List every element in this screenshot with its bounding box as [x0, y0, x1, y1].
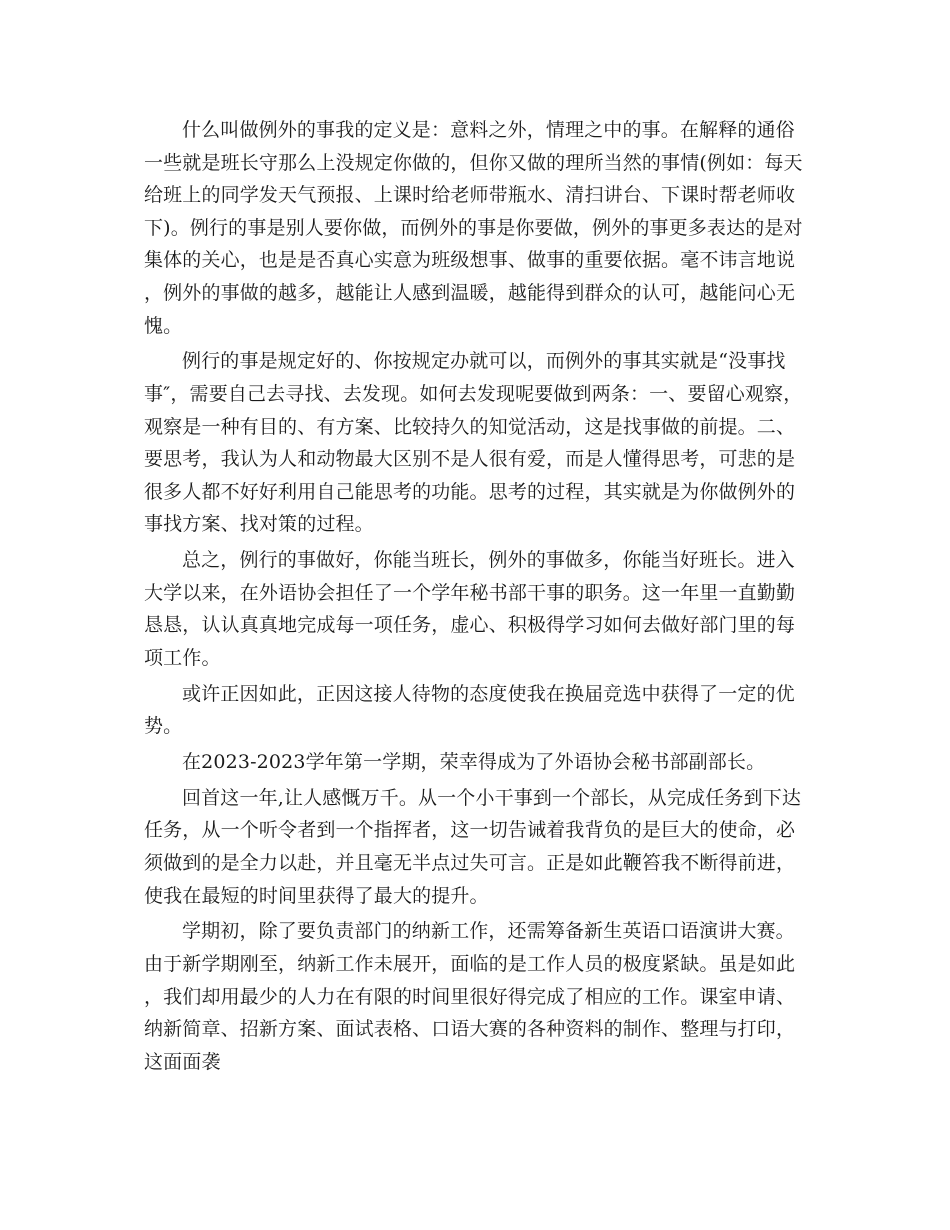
paragraph-5: 在2023-2023学年第一学期，荣幸得成为了外语协会秘书部副部长。 — [182, 751, 766, 774]
document-body — [144, 114, 804, 1082]
paragraph-2: 例行的事是规定好的、你按规定办就可以，而例外的事其实就是“没事找事″，需要自己去寻找、去发现。如何去发现呢要做到两条：一、要留心观察，观察是一种有目的、有方案、比较持久的知觉活动，这是找事做的前提。二、要思考，我认为人和动物最大区别不是人很有爱，而是人懂得思考，可悲的是很多人都不好好利用自己能思考的功能。思考的过程，其实就是为你做例外的事找方案、找对策的过程。 — [144, 350, 803, 536]
paragraph-6: 回首这一年,让人感慨万千。从一个小干事到一个部长，从完成任务到下达任务，从一个听令者到一个指挥者，这一切告诫着我背负的是巨大的使命，必须做到的是全力以赴，并且毫无半点过失可言。正是如此鞭笞我不断得前进，使我在最短的时间里获得了最大的提升。 — [144, 786, 801, 907]
paragraph-7: 学期初，除了要负责部门的纳新工作，还需筹备新生英语口语演讲大赛。由于新学期刚至，纳新工作未展开，面临的是工作人员的极度紧缺。虽是如此，我们却用最少的人力在有限的时间里很好得完成了相应的工作。课室申请、纳新简章、招新方案、面试表格、口语大赛的各种资料的制作、整理与打印，这面面袭 — [144, 920, 796, 1073]
paragraph-4: 或许正因如此，正因这接人待物的态度使我在换届竞选中获得了一定的优势。 — [144, 682, 795, 738]
paragraph-1: 什么叫做例外的事我的定义是：意料之外，情理之中的事。在解释的通俗一些就是班长守那么上没规定你做的，但你又做的理所当然的事情(例如：每天给班上的同学发天气预报、上课时给老师带瓶水、清扫讲台、下课时帮老师收下)。例行的事是别人要你做，而例外的事是你要做，例外的事更多表达的是对集体的关心，也是是否真心实意为班级想事、做事的重要依据。毫不讳言地说，例外的事做的越多，越能让人感到温暖，越能得到群众的认可，越能问心无愧。 — [144, 119, 803, 337]
paragraph-3: 总之，例行的事做好，你能当班长，例外的事做多，你能当好班长。进入大学以来，在外语协会担任了一个学年秘书部干事的职务。这一年里一直勤勤恳恳，认认真真地完成每一项任务，虚心、积极得学习如何去做好部门里的每项工作。 — [144, 549, 796, 669]
